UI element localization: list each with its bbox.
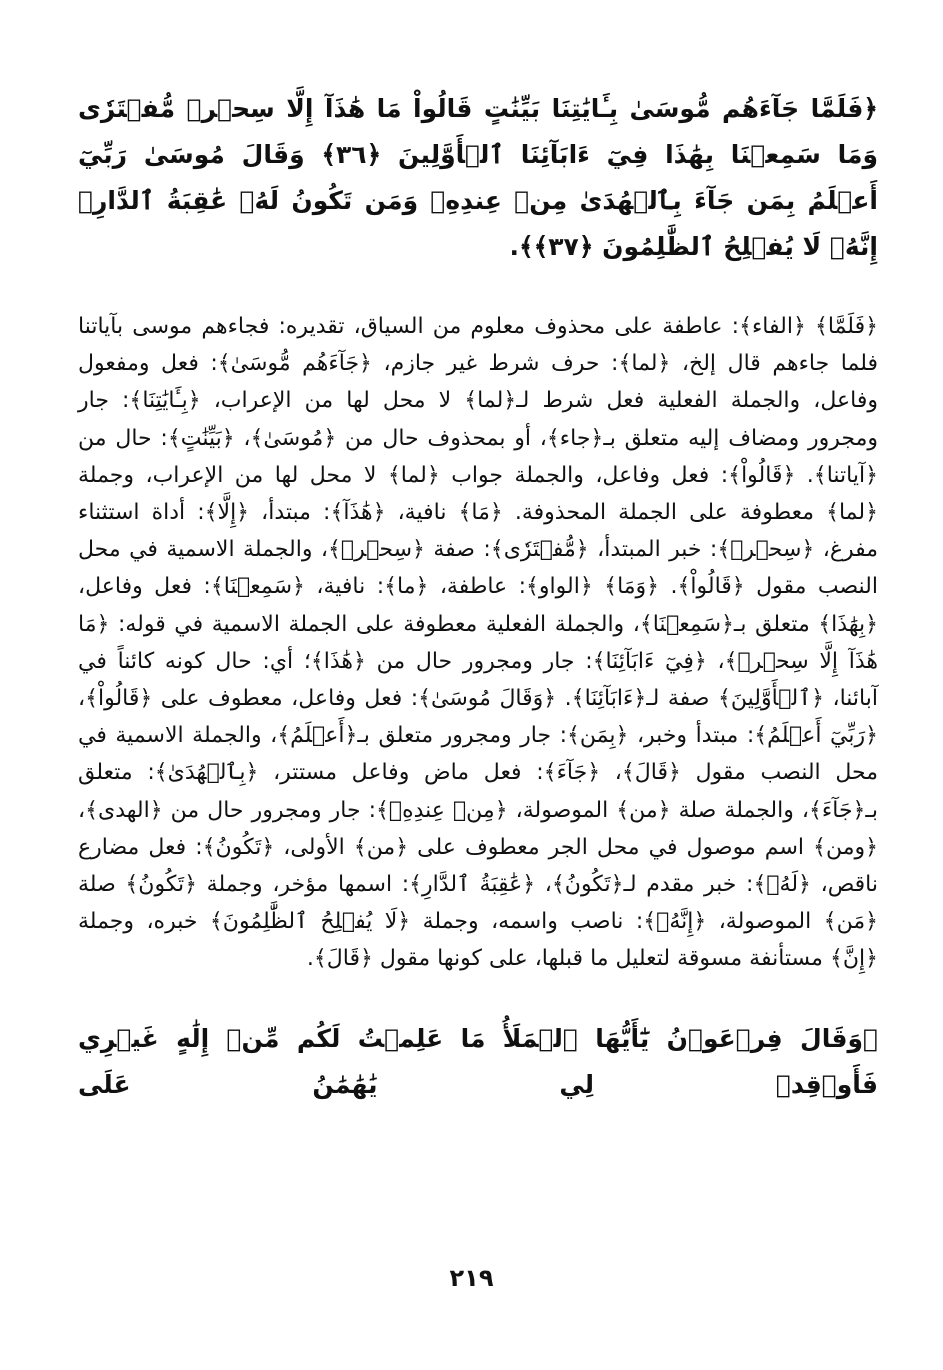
page-number: ٢١٩ — [449, 1264, 494, 1292]
quran-verse-block: ﴿فَلَمَّا جَآءَهُم مُّوسَىٰ بِـَٔايَٰتِنَا بَيِّنَٰتٍ قَالُواْ مَا هَٰذَآ إِلَّا سِحۡرٞ مُّفۡتَرٗى وَمَا سَمِعۡنَا بِهَٰذَا فِيٓ ءَابَآئِنَا ٱلۡأَوَّلِينَ ﴿٣٦﴾ وَقَالَ مُوسَىٰ رَبِّيٓ أَعۡلَمُ بِمَن جَآءَ بِٱلۡهُدَىٰ مِنۡ عِندِهِۦ وَمَن تَكُونُ لَهُۥ عَٰقِبَةُ ٱلدَّارِۚ إِنَّهُۥ لَا يُفۡلِحُ ٱلظَّٰلِمُونَ ﴿٣٧﴾﴾. — [78, 94, 878, 261]
page-content — [78, 86, 878, 1108]
next-verse-start: ﴿وَقَالَ فِرۡعَوۡنُ يَٰٓأَيُّهَا ٱلۡمَلَأُ مَا عَلِمۡتُ لَكُم مِّنۡ إِلَٰهٍ غَيۡرِي فَأَوۡقِدۡ لِي يَٰهَٰمَٰنُ عَلَى — [78, 1023, 878, 1099]
grammatical-commentary — [78, 308, 878, 978]
commentary-paragraph: ﴿فَلَمَّا﴾ ﴿الفاء﴾: عاطفة على محذوف معلوم من السياق، تقديره: فجاءهم موسى بآياتنا فلما جاءهم قال إلخ، ﴿لما﴾: حرف شرط غير جازم، ﴿جَآءَهُم مُّوسَىٰ﴾: فعل ومفعول وفاعل، والجملة الفعلية فعل شرط لـ﴿لما﴾ لا محل لها من الإعراب، ﴿بِـَٔايَٰتِنَا﴾: جار ومجرور ومضاف إليه متعلق بـ﴿جاء﴾، أو بمحذوف حال من ﴿مُوسَىٰ﴾، ﴿بَيِّنَٰتٍ﴾: حال من ﴿آياتنا﴾. ﴿قَالُواْ﴾: فعل وفاعل، والجملة جواب ﴿لما﴾ لا محل لها من الإعراب، وجملة ﴿لما﴾ معطوفة على الجملة المحذوفة. ﴿مَا﴾ نافية، ﴿هَٰذَآ﴾: مبتدأ، ﴿إِلَّا﴾: أداة استثناء مفرغ، ﴿سِحۡرٞ﴾: خبر المبتدأ، ﴿مُّفۡتَرٗى﴾: صفة ﴿سِحۡرٞ﴾، والجملة الاسمية في محل النصب مقول ﴿قَالُواْ﴾. ﴿وَمَا﴾ ﴿الواو﴾: عاطفة، ﴿ما﴾: نافية، ﴿سَمِعۡنَا﴾: فعل وفاعل، ﴿بِهَٰذَا﴾ متعلق بـ﴿سَمِعۡنَا﴾، والجملة الفعلية معطوفة على الجملة الاسمية في قوله: ﴿مَا هَٰذَآ إِلَّا سِحۡرٞ﴾، ﴿فِيٓ ءَابَآئِنَا﴾: جار ومجرور حال من ﴿هَٰذَا﴾؛ أي: حال كونه كائناً في آبائنا، ﴿ٱلۡأَوَّلِينَ﴾ صفة لـ﴿ءَابَآئِنَا﴾. ﴿وَقَالَ مُوسَىٰ﴾: فعل وفاعل، معطوف على ﴿قَالُواْ﴾، ﴿رَبِّيٓ أَعۡلَمُ﴾: مبتدأ وخبر، ﴿بِمَن﴾: جار ومجرور متعلق بـ﴿أَعۡلَمُ﴾، والجملة الاسمية في محل النصب مقول ﴿قَالَ﴾، ﴿جَآءَ﴾: فعل ماض وفاعل مستتر، ﴿بِٱلۡهُدَىٰ﴾: متعلق بـ﴿جَآءَ﴾، والجملة صلة ﴿من﴾ الموصولة، ﴿مِنۡ عِندِهِۦ﴾: جار ومجرور حال من ﴿الهدى﴾، ﴿ومن﴾ اسم موصول في محل الجر معطوف على ﴿من﴾ الأولى، ﴿تَكُونُ﴾: فعل مضارع ناقص، ﴿لَهُۥ﴾: خبر مقدم لـ﴿تَكُونُ﴾، ﴿عَٰقِبَةُ ٱلدَّارِ﴾: اسمها مؤخر، وجملة ﴿تَكُونُ﴾ صلة ﴿مَن﴾ الموصولة، ﴿إِنَّهُۥ﴾: ناصب واسمه، وجملة ﴿لَا يُفۡلِحُ ٱلظَّٰلِمُونَ﴾ خبره، وجملة ﴿إِنَّ﴾ مستأنفة مسوقة لتعليل ما قبلها، على كونها مقول ﴿قَالَ﴾. — [78, 314, 878, 972]
